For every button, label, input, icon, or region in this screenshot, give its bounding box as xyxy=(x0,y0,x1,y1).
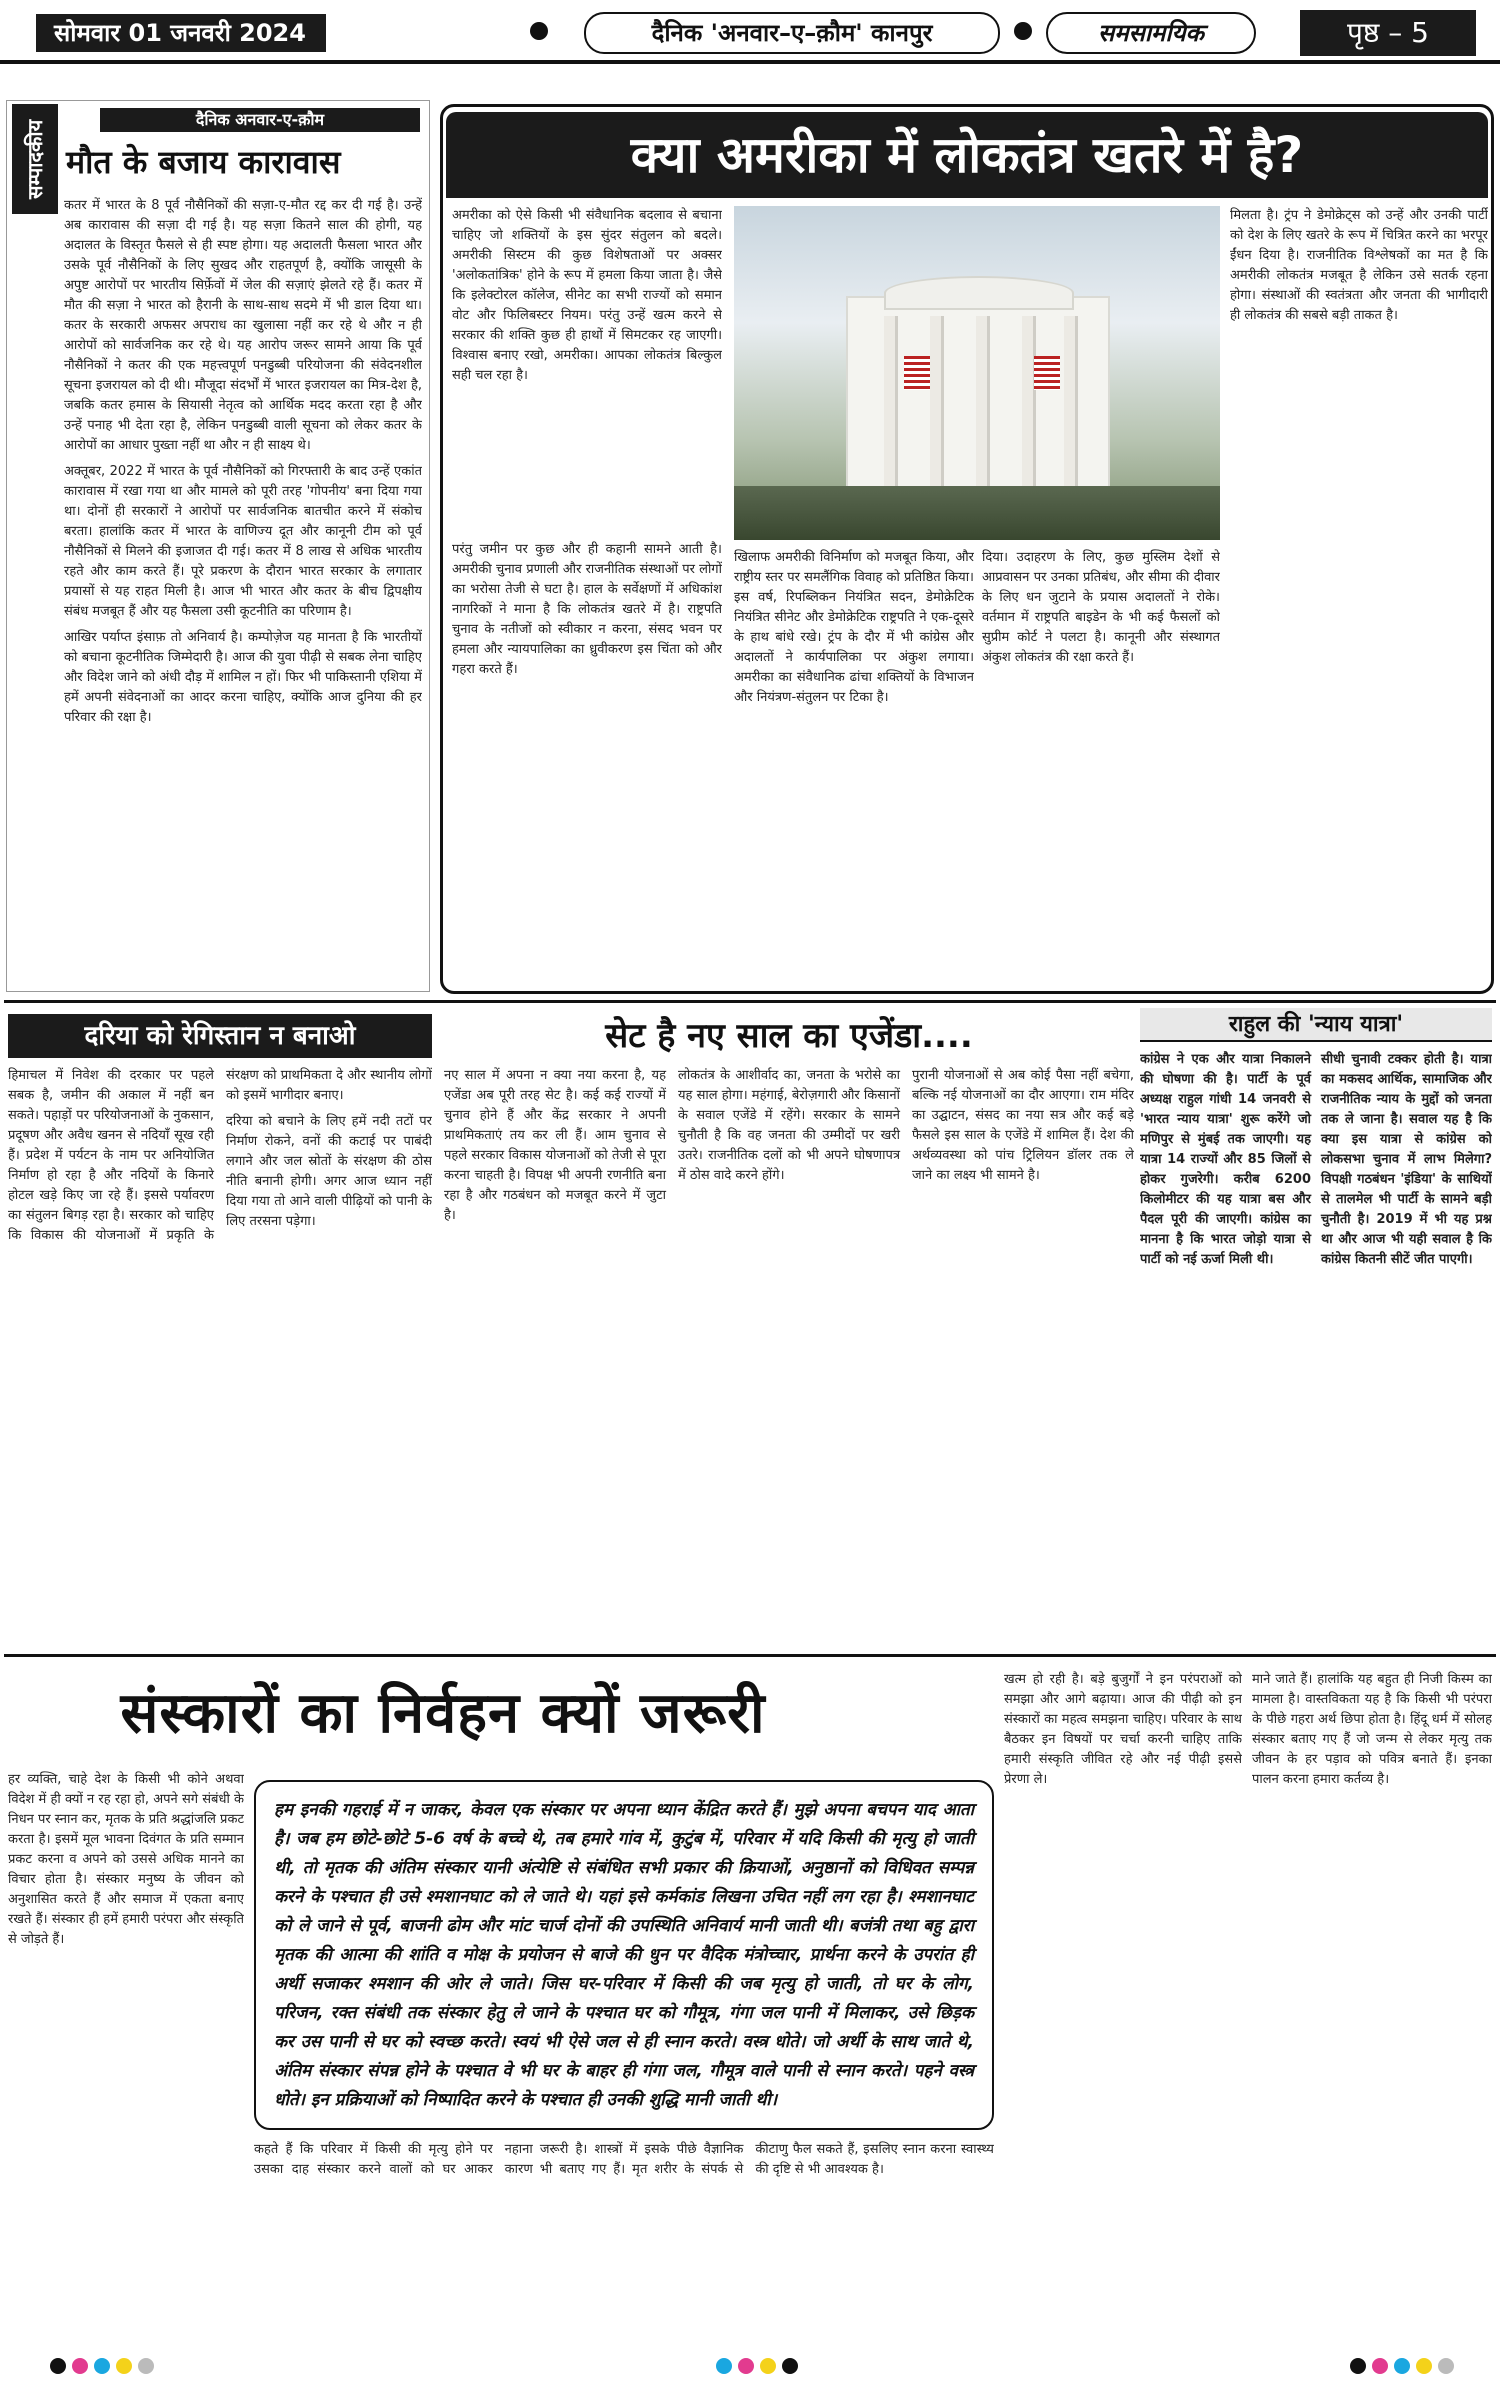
white-house-photo xyxy=(734,206,1220,540)
editorial-masthead: दैनिक अनवार-ए-क़ौम xyxy=(100,108,420,132)
agenda-title: सेट है नए साल का एजेंडा.... xyxy=(605,1016,973,1056)
lead-column-1b xyxy=(452,540,722,988)
ritual-column-1 xyxy=(8,1770,244,2330)
registration-dot-icon xyxy=(716,2358,732,2374)
color-registration-bar xyxy=(50,2358,190,2376)
rahul-paragraph: कांग्रेस ने एक और यात्रा निकालने की घोषणा की है। पार्टी के पूर्व अध्यक्ष राहुल गांधी 14 जनवरी से 'भारत न्याय यात्रा' शुरू करेंगे जो मणिपुर से मुंबई तक जाएगी। यह यात्रा 14 राज्यों और 85 जिलों से होकर गुजरेगी। करीब 6200 किलोमीटर की यह यात्रा बस और पैदल पूरी की जाएगी। कांग्रेस का मानना है कि भारत जोड़ो यात्रा से पार्टी को नई ऊर्जा मिली थी। xyxy=(1140,1052,1311,1267)
registration-dot-icon xyxy=(760,2358,776,2374)
rahul-paragraph: सीधी चुनावी टक्कर होती है। यात्रा का मकसद आर्थिक, सामाजिक और राजनीतिक न्याय के मुद्दों को जनता तक ले जाना है। सवाल यह है कि क्या इस यात्रा से कांग्रेस को लोकसभा चुनाव में लाभ मिलेगा? विपक्षी गठबंधन 'इंडिया' के साथियों से तालमेल भी पार्टी के सामने बड़ी चुनौती है। 2019 में भी यह प्रश्न था और आज भी यही सवाल है कि कांग्रेस कितनी सीटें जीत पाएगी। xyxy=(1321,1052,1492,1267)
column-icon xyxy=(884,316,898,486)
color-registration-bar xyxy=(1350,2358,1490,2376)
page-number: पृष्ठ – 5 xyxy=(1300,10,1476,56)
flag-icon xyxy=(904,356,930,390)
bullet-icon xyxy=(1014,22,1032,40)
registration-dot-icon xyxy=(1394,2358,1410,2374)
ritual-paragraph: हर व्यक्ति, चाहे देश के किसी भी कोने अथवा विदेश में ही क्यों न रह रहा हो, अपने सगे संबंधी के निधन पर स्नान कर, मृतक के प्रति श्रद्धांजलि प्रकट करता है। इसमें मूल भावना दिवंगत के प्रति सम्मान प्रकट करना व अपने को उससे अधिक मानने का विचार होता है। संस्कार मनुष्य के जीवन को अनुशासित करते हैं और समाज में एकता बनाए रखते हैं। संस्कार ही हमें हमारी परंपरा और संस्कृति से जोड़ते हैं। xyxy=(8,1772,244,1947)
ritual-column-4 xyxy=(1252,1670,1492,2330)
lead-paragraph: खिलाफ अमरीकी विनिर्माण को मजबूत किया, और राष्ट्रीय स्तर पर समलैंगिक विवाह को प्रतिष्ठित किया। इस वर्ष, रिपब्लिकन नियंत्रित सदन, डेमोक्रेटिक नियंत्रित सीनेट और डेमोक्रेटिक राष्ट्रपति ने एक-दूसरे के हाथ बांधे रखे। ट्रंप के दौर में भी कांग्रेस और अदालतों ने कार्यपालिका पर अंकुश लगाया। अमरीका का संवैधानिक ढांचा शक्तियों के विभाजन और नियंत्रण-संतुलन पर टिका है। xyxy=(734,550,974,705)
lead-paragraph: परंतु जमीन पर कुछ और ही कहानी सामने आती है। अमरीकी चुनाव प्रणाली और राजनीतिक संस्थाओं पर लोगों का भरोसा तेजी से घटा है। हाल के सर्वेक्षणों में अधिकांश नागरिकों ने माना है कि लोकतंत्र खतरे में है। राष्ट्रपति चुनाव के नतीजों को स्वीकार न करना, संसद भवन पर हमला और न्यायपालिका का ध्रुवीकरण इस चिंता को और गहरा करते हैं। xyxy=(452,542,722,677)
issue-date: सोमवार 01 जनवरी 2024 xyxy=(36,14,326,52)
editorial-paragraph: कतर में भारत के 8 पूर्व नौसैनिकों की सज़ा-ए-मौत रद्द कर दी गई है। उन्हें अब कारावास की सज़ा दी गई है। यह सज़ा कितने साल की होगी, यह अदालत के विस्तृत फैसले से ही स्पष्ट होगा। यह अदालती फैसला भारत और उसके पूर्व नौसैनिकों के लिए सुखद और राहतपूर्ण है, क्योंकि जासूसी के अपुष्ट आरोपों पर भारतीय सिर्फ़ेवों में जेल की सज़ाएं झेलते रहे हैं। कतर में मौत की सज़ा ने भारत को हैरानी के साथ-साथ सदमे में भी डाल दिया था। कतर के सरकारी अफसर अपराध का खुलासा नहीं कर रहे थे और न ही आरोपों को सार्वजनिक कर रहे थे। यह आरोप जरूर सामने आया कि पूर्व नौसैनिकों ने कतर की एक महत्त्वपूर्ण पनडुब्बी परियोजना की संवेदनशील सूचना इजरायल को दी थी। मौजूदा संदर्भों में भारत इजरायल का मित्र-देश है, जबकि कतर हमास के सियासी नेतृत्व को आर्थिक मदद करता रहा है और उन्हें पनाह भी देता रहा है, लेकिन पनडुब्बी वाली सूचना को लेकर कतर के आरोपों का आधार पुख्ता नहीं था और न ही साक्ष्य थे। xyxy=(64,198,422,453)
registration-dot-icon xyxy=(138,2358,154,2374)
registration-dot-icon xyxy=(1372,2358,1388,2374)
newspaper-name: दैनिक 'अनवार–ए–क़ौम' कानपुर xyxy=(584,12,1000,54)
ritual-column-2 xyxy=(254,2140,994,2330)
river-body xyxy=(8,1066,432,1648)
agenda-paragraph: लोकतंत्र के आशीर्वाद का, जनता के भरोसे का यह साल होगा। महंगाई, बेरोज़गारी और किसानों के सवाल एजेंडे में रहेंगे। सरकार के सामने चुनौती है कि वह जनता की उम्मीदों पर खरी उतरे। राजनीतिक दलों को भी अपने घोषणापत्र में ठोस वादे करने होंगे। xyxy=(678,1068,900,1183)
registration-dot-icon xyxy=(1438,2358,1454,2374)
editorial-tag: सम्पादकीय xyxy=(12,104,58,214)
column-icon xyxy=(976,316,990,486)
bullet-icon xyxy=(530,22,548,40)
river-paragraph: हिमाचल में निवेश की दरकार पर पहले सबक है, जमीन की अकाल में नहीं बन सकते। पहाड़ों पर परियोजनाओं के नुकसान, प्रदूषण और अवैध खनन से नदियाँ सूख रही हैं। प्रदेश में पर्यटन के नाम पर अनियोजित निर्माण हो रहा है और नदियों के किनारे होटल खड़े किए जा रहे हैं। इससे पर्यावरण का संतुलन बिगड़ रहा है। सरकार को चाहिए कि विकास की योजनाओं में प्रकृति के संरक्षण को प्राथमिकता दे और स्थानीय लोगों को इसमें भागीदार बनाए। xyxy=(8,1068,432,1243)
registration-dot-icon xyxy=(738,2358,754,2374)
lead-paragraph: दिया। उदाहरण के लिए, कुछ मुस्लिम देशों से आप्रवासन पर उनका प्रतिबंध, और सीमा की दीवार के लिए धन जुटाने के प्रयास अदालतों ने रोके। वर्तमान में राष्ट्रपति बाइडेन के भी कई फैसलों को सुप्रीम कोर्ट ने पलटा है। कानूनी और संस्थागत अंकुश लोकतंत्र की रक्षा करते हैं। xyxy=(982,550,1220,665)
agenda-body xyxy=(444,1066,1134,1648)
registration-dot-icon xyxy=(782,2358,798,2374)
lead-column-3 xyxy=(982,548,1220,988)
lead-paragraph: मिलता है। ट्रंप ने डेमोक्रेट्स को उन्हें और उनकी पार्टी को देश के लिए खतरे के रूप में चित्रित करने का भरपूर ईंधन दिया है। राजनीतिक विश्लेषकों का मत है कि अमरीकी लोकतंत्र मजबूत है लेकिन उसे सतर्क रहना होगा। संस्थाओं की स्वतंत्रता और जनता की भागीदारी ही लोकतंत्र की सबसे बड़ी ताकत है। xyxy=(1230,208,1488,323)
editorial-body xyxy=(64,196,422,988)
registration-dot-icon xyxy=(1416,2358,1432,2374)
lead-column-4 xyxy=(1230,206,1488,988)
crowd-icon xyxy=(734,486,1220,540)
rahul-title: राहुल की 'न्याय यात्रा' xyxy=(1140,1008,1492,1042)
rahul-body xyxy=(1140,1050,1492,1648)
editorial-paragraph: अक्तूबर, 2022 में भारत के पूर्व नौसैनिकों को गिरफ्तारी के बाद उन्हें एकांत कारावास में रखा गया था और मामले को पूरी तरह 'गोपनीय' बना दिया गया था। दोनों ही सरकारों ने आरोपों पर सार्वजनिक बातचीत करने में संकोच बरता। हालांकि कतर में भारत के वाणिज्य दूत और कानूनी टीम को पूर्व नौसैनिकों से मिलने की इजाजत दी गई। कतर में 8 लाख से अधिक भारतीय रहते और काम करते हैं। पूरे प्रकरण के दौरान भारत सरकार के लगातार प्रयासों से यह राहत मिली है। आज भी भारत और कतर के बीच द्विपक्षीय संबंध मजबूत हैं और यह फैसला उसी कूटनीति का परिणाम है। xyxy=(64,464,422,619)
divider xyxy=(4,1000,1496,1003)
editorial-paragraph: आखिर पर्याप्त इंसाफ़ तो अनिवार्य है। कम्पोज़ेज यह मानता है कि भारतीयों को बचाना कूटनीतिक जिम्मेदारी है। आज की युवा पीढ़ी से सबक लेना चाहिए और विदेश जाने को अंधी दौड़ में शामिल न हों। फिर भी पाकिस्तानी एशिया में हमें अपनी संवेदनाओं का आदर करना चाहिए, क्योंकि आज दुनिया की हर परिवार की रक्षा है। xyxy=(64,630,422,725)
river-title: दरिया को रेगिस्तान न बनाओ xyxy=(8,1014,432,1058)
registration-dot-icon xyxy=(94,2358,110,2374)
column-icon xyxy=(930,316,944,486)
editorial-title: मौत के बजाय कारावास xyxy=(66,143,341,181)
flag-icon xyxy=(1034,356,1060,390)
registration-dot-icon xyxy=(72,2358,88,2374)
ritual-pull-quote xyxy=(254,1780,994,2130)
section-name: समसामयिक xyxy=(1046,12,1256,54)
lead-column-1 xyxy=(452,206,722,536)
column-icon xyxy=(1064,316,1078,486)
registration-dot-icon xyxy=(116,2358,132,2374)
ritual-column-3 xyxy=(1004,1670,1242,2330)
registration-dot-icon xyxy=(1350,2358,1366,2374)
lead-column-2 xyxy=(734,548,974,988)
lead-title: क्या अमरीका में लोकतंत्र खतरे में है? xyxy=(446,112,1488,198)
lead-paragraph: अमरीका को ऐसे किसी भी संवैधानिक बदलाव से बचाना चाहिए जो शक्तियों के इस सुंदर संतुलन को बदले। अमरीकी सिस्टम की कुछ विशेषताओं पर अक्सर 'अलोकतांत्रिक' होने के रूप में हमला किया जाता है। जैसे कि इलेक्टोरल कॉलेज, सीनेट का सभी राज्यों को समान वोट और फिलिबस्टर नियम। परंतु उन्हें खत्म करने से सरकार की शक्ति कुछ ही हाथों में सिमटकर रह जाएगी। विश्वास बनाए रखो, अमरीका। आपका लोकतंत्र बिल्कुल सही चल रहा है। xyxy=(452,208,722,383)
agenda-paragraph: नए साल में अपना न क्या नया करना है, यह एजेंडा अब पूरी तरह सेट है। कई कई राज्यों में चुनाव होने हैं और केंद्र सरकार ने अपनी प्राथमिकताएं तय कर ली हैं। आम चुनाव से पहले सरकार विकास योजनाओं को तेजी से पूरा करना चाहती है। विपक्ष भी अपनी रणनीति बना रहा है और गठबंधन को मजबूत करने में जुटा है। xyxy=(444,1068,666,1223)
agenda-paragraph: पुरानी योजनाओं से अब कोई पैसा नहीं बचेगा, बल्कि नई योजनाओं का दौर आएगा। राम मंदिर का उद्घाटन, संसद का नया सत्र और कई बड़े फैसले इस साल के एजेंडे में शामिल हैं। देश की अर्थव्यवस्था को पांच ट्रिलियन डॉलर तक ले जाने का लक्ष्य भी सामने है। xyxy=(912,1068,1134,1183)
page-header xyxy=(0,0,1500,64)
registration-dot-icon xyxy=(50,2358,66,2374)
color-registration-bar xyxy=(716,2358,856,2376)
pull-quote-text: हम इनकी गहराई में न जाकर, केवल एक संस्कार पर अपना ध्यान केंद्रित करते हैं। मुझे अपना बचपन याद आता है। जब हम छोटे-छोटे 5-6 वर्ष के बच्चे थे, तब हमारे गांव में, कुटुंब में, परिवार में यदि किसी की मृत्यु हो जाती थी, तो मृतक की अंतिम संस्कार यानी अंत्येष्टि से संबंधित सभी प्रकार की क्रियाओं, अनुष्ठानों को विधिवत सम्पन्न करने के पश्चात ही उसे श्मशानघाट को ले जाते थे। यहां इसे कर्मकांड लिखना उचित नहीं लग रहा है। श्मशानघाट को ले जाने से पूर्व, बाजनी ढोम और मांट चार्ज दोनों की उपस्थिति अनिवार्य मानी जाती थी। बजंत्री तथा बहु द्वारा मृतक की आत्मा की शांति व मोक्ष के प्रयोजन से बाजे की धुन पर वैदिक मंत्रोच्चार, प्रार्थना करने के उपरांत ही अर्थी सजाकर श्मशान की ओर ले जाते। जिस घर-परिवार में किसी की जब मृत्यु हो जाती, तो घर के लोग, परिजन, रक्त संबंधी तक संस्कार हेतु ले जाने के पश्चात घर को गौमूत्र, गंगा जल पानी में मिलाकर, उसे छिड़क कर उस पानी से घर को स्वच्छ करते। स्वयं भी ऐसे जल से ही स्नान करते। वस्त्र धोते। जो अर्थी के साथ जाते थे, अंतिम संस्कार संपन्न होने के पश्चात वे भी घर के बाहर ही गंगा जल, गौमूत्र वाले पानी से स्नान करते। पहने वस्त्र धोते। इन प्रक्रियाओं को निष्पादित करने के पश्चात ही उनकी शुद्धि मानी जाती थी। xyxy=(274,1800,974,2110)
ritual-paragraph: कहते हैं कि परिवार में किसी की मृत्यु होने पर उसका दाह संस्कार करने वालों को घर आकर नहाना जरूरी है। शास्त्रों में इसके पीछे वैज्ञानिक कारण भी बताए गए हैं। मृत शरीर के संपर्क से कीटाणु फैल सकते हैं, इसलिए स्नान करना स्वास्थ्य की दृष्टि से भी आवश्यक है। xyxy=(254,2142,994,2177)
column-icon xyxy=(1022,316,1036,486)
ritual-title: संस्कारों का निर्वहन क्यों जरूरी xyxy=(120,1681,766,1746)
river-paragraph: दरिया को बचाने के लिए हमें नदी तटों पर निर्माण रोकने, वनों की कटाई पर पाबंदी लगाने और जल स्रोतों के संरक्षण की ठोस नीति बनानी होगी। अगर आज ध्यान नहीं दिया गया तो आने वाली पीढ़ियों को पानी के लिए तरसना पड़ेगा। xyxy=(226,1114,432,1229)
ritual-paragraph: माने जाते हैं। हालांकि यह बहुत ही निजी किस्म का मामला है। वास्तविकता यह है कि किसी भी परंपरा के पीछे गहरा अर्थ छिपा होता है। हिंदू धर्म में सोलह संस्कार बताए गए हैं जो जन्म से लेकर मृत्यु तक जीवन के हर पड़ाव को पवित्र बनाते हैं। इनका पालन करना हमारा कर्तव्य है। xyxy=(1252,1672,1492,1787)
divider xyxy=(4,1654,1496,1657)
ritual-paragraph: खत्म हो रही है। बड़े बुजुर्गों ने इन परंपराओं को समझा और आगे बढ़ाया। आज की पीढ़ी को इन संस्कारों का महत्व समझना चाहिए। परिवार के साथ बैठकर इन विषयों पर चर्चा करनी चाहिए ताकि हमारी संस्कृति जीवित रहे और नई पीढ़ी इससे प्रेरणा ले। xyxy=(1004,1672,1242,1787)
portico-roof-icon xyxy=(884,276,1074,310)
